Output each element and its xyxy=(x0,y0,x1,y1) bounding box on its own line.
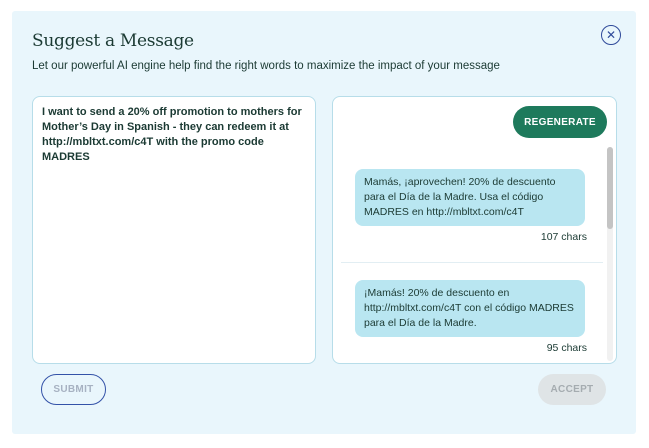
prompt-text: I want to send a 20% off promotion to mothers for Mother’s Day in Spanish - they can redeem it at http://mbltxt.com/c4T with the promo code MADRES xyxy=(42,106,302,163)
submit-button[interactable]: SUBMIT xyxy=(41,374,106,405)
suggestion-item[interactable] xyxy=(341,169,599,243)
suggestion-bubble[interactable]: Mamás, ¡aprovechen! 20% de descuento para el Día de la Madre. Usa el código MADRES en http://mbltxt.com/c4T xyxy=(355,169,585,226)
suggestions-scrollbar[interactable] xyxy=(607,147,613,361)
dialog-subtitle: Let our powerful AI engine help find the right words to maximize the impact of your message xyxy=(32,60,500,72)
dialog-title: Suggest a Message xyxy=(32,31,194,51)
suggest-message-dialog xyxy=(12,11,636,434)
suggestion-item[interactable] xyxy=(341,280,599,354)
suggestion-divider xyxy=(341,262,603,263)
suggestion-bubble[interactable]: ¡Mamás! 20% de descuento en http://mbltxt.com/c4T con el código MADRES para el Día de la Madre. xyxy=(355,280,585,337)
accept-button[interactable]: ACCEPT xyxy=(538,374,606,405)
close-icon[interactable]: ✕ xyxy=(601,25,621,45)
scrollbar-thumb[interactable] xyxy=(607,147,613,229)
prompt-input[interactable] xyxy=(32,96,316,364)
char-count: 107 chars xyxy=(540,231,587,243)
regenerate-button[interactable]: REGENERATE xyxy=(513,106,607,138)
suggestions-panel xyxy=(332,96,617,364)
char-count: 95 chars xyxy=(546,342,587,354)
